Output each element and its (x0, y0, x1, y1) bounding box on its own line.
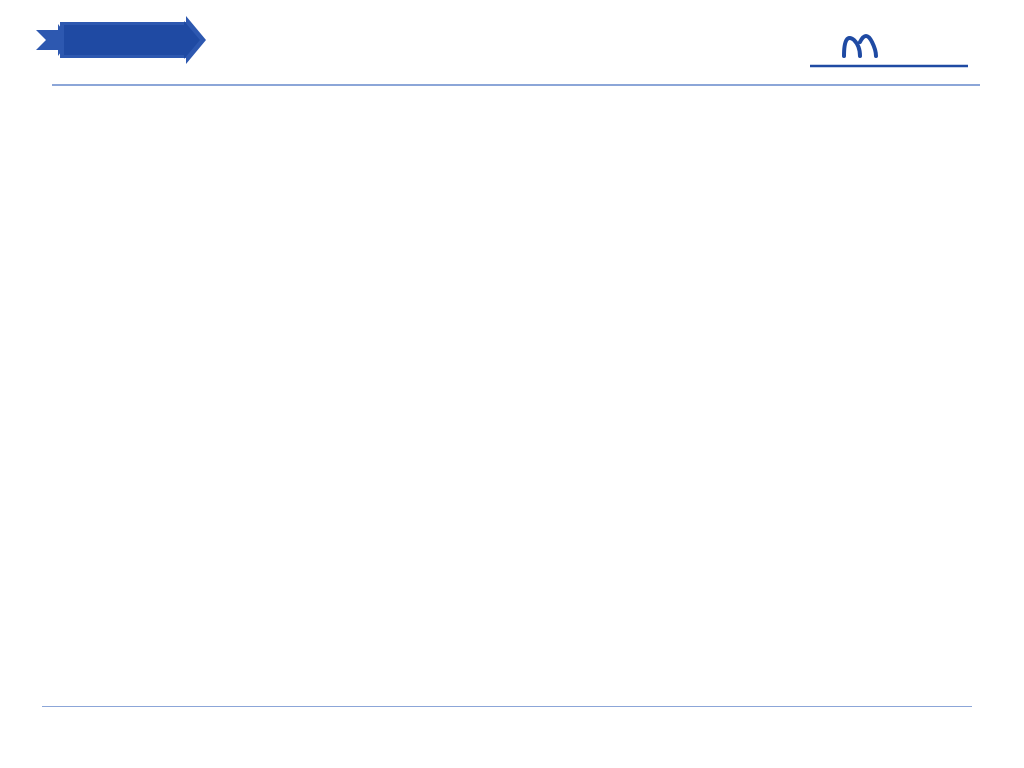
incose-logo (36, 16, 206, 78)
role-header (560, 138, 900, 266)
footer-divider (42, 706, 972, 707)
header-divider (52, 84, 980, 86)
rmwg-badge (808, 22, 968, 74)
